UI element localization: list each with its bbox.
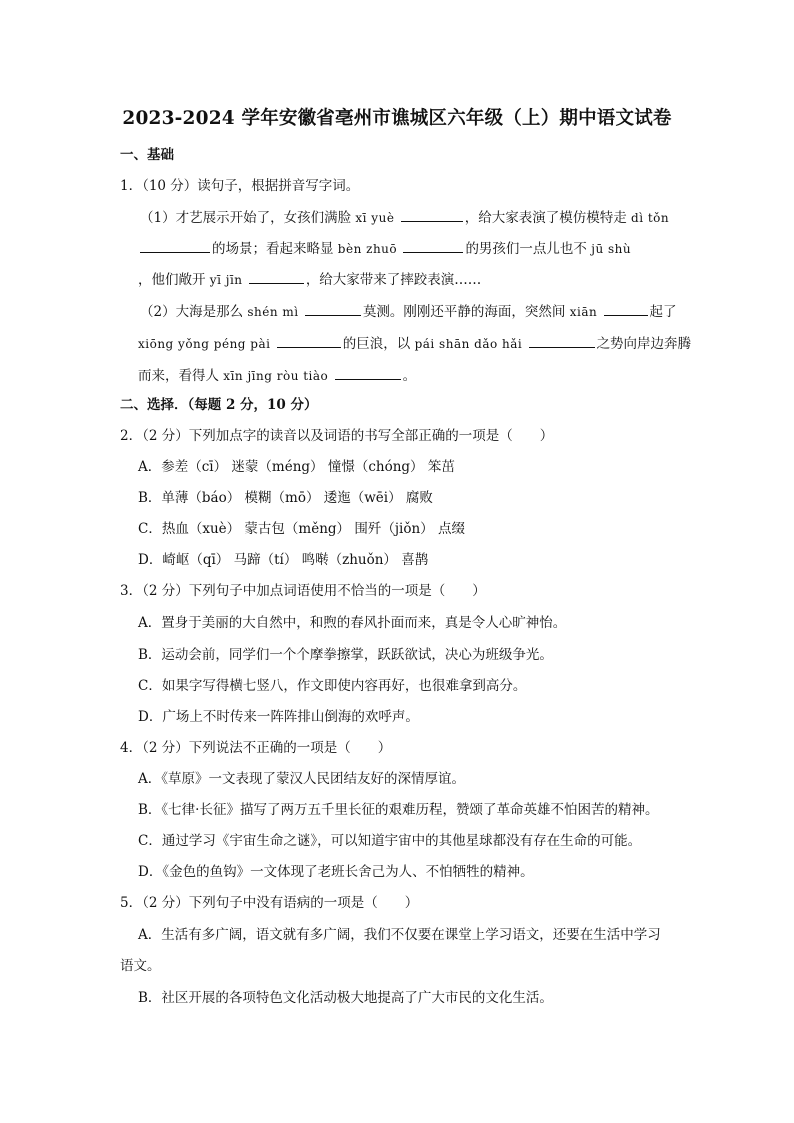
question-1-part2-line1 [140,302,677,321]
question-5-option-a-continued: 语文。 [120,958,161,974]
question-3-stem: 3．（2 分）下列句子中加点词语使用不恰当的一项是（ ） [120,583,486,599]
pinyin-prompt: shén mì [247,305,299,319]
pinyin-prompt: xiōng yǒng péng pài [138,337,271,351]
pinyin-prompt: bèn zhuō [337,242,398,256]
question-2-stem: 2．（2 分）下列加点字的读音以及词语的书写全部正确的一项是（ ） [120,428,554,444]
text-segment: 莫测。刚刚还平静的海面，突然间 [362,304,566,320]
question-1-stem: 1．（10 分）读句子，根据拼音写字词。 [120,178,360,194]
question-3-option-c[interactable]: C．如果字写得横七竖八，作文即使内容再好，也很难拿到高分。 [138,678,527,694]
question-2-option-a[interactable]: A．参差（cī） 迷蒙（méng） 憧憬（chóng） 笨茁 [138,459,455,475]
answer-blank[interactable] [140,239,210,253]
answer-blank[interactable] [305,302,361,316]
question-5-option-b[interactable]: B．社区开展的各项特色文化活动极大地提高了广大市民的文化生活。 [138,990,553,1006]
text-segment: 的巨浪，以 [342,336,411,352]
answer-blank[interactable] [529,334,595,348]
answer-blank[interactable] [249,270,304,284]
text-segment: 。 [402,368,417,384]
answer-blank[interactable] [403,239,463,253]
answer-blank[interactable] [335,366,401,380]
text-segment: （2）大海是那么 [140,304,244,320]
pinyin-prompt: dì tǒn [631,211,670,225]
question-4-option-c[interactable]: C．通过学习《宇宙生命之谜》，可以知道宇宙中的其他星球都没有存在生命的可能。 [138,833,642,849]
question-3-option-a[interactable]: A．置身于美丽的大自然中，和煦的春风扑面而来，真是令人心旷神怡。 [138,615,567,631]
text-segment: 之势向岸边奔腾 [596,336,692,352]
section-heading-basics: 一、基础 [120,147,174,163]
question-2-option-d[interactable]: D．崎岖（qī） 马蹄（tí） 鸣啭（zhuǒn） 喜鹊 [138,552,429,568]
pinyin-prompt: jū shù [591,242,632,256]
text-segment: 而来，看得人 [138,368,219,384]
text-segment: 的场景；看起来略显 [212,241,334,257]
question-1-part1-line2 [138,239,631,258]
question-1-part2-line2 [138,334,691,353]
pinyin-prompt: xiān [569,305,598,319]
question-4-option-b[interactable]: B．《七律·长征》描写了两万五千里长征的艰难历程，赞颂了革命英雄不怕困苦的精神。 [138,802,659,818]
pinyin-prompt: xī yuè [355,211,395,225]
answer-blank[interactable] [277,334,341,348]
question-1-part1-line3 [138,270,481,289]
text-segment: ，他们敞开 [138,272,206,288]
answer-blank[interactable] [604,302,648,316]
question-1-part1-line1 [140,208,669,227]
question-3-option-d[interactable]: D．广场上不时传来一阵阵排山倒海的欢呼声。 [138,709,419,725]
text-segment: （1）才艺展示开始了，女孩们满脸 [140,210,352,226]
text-segment: 起了 [649,304,677,320]
question-4-stem: 4．（2 分）下列说法不正确的一项是（ ） [120,740,392,756]
page-title: 2023-2024 学年安徽省亳州市谯城区六年级（上）期中语文试卷 [122,108,672,129]
question-4-option-a[interactable]: A．《草原》一文表现了蒙汉人民团结友好的深情厚谊。 [138,771,465,787]
question-5-option-a[interactable]: A．生活有多广阔，语文就有多广阔，我们不仅要在课堂上学习语文，还要在生活中学习 [138,927,661,943]
question-5-stem: 5．（2 分）下列句子中没有语病的一项是（ ） [120,895,419,911]
pinyin-prompt: pái shān dǎo hǎi [414,337,523,351]
question-1-part2-line3 [138,366,416,385]
section-heading-choice: 二、选择．（每题 2 分，10 分） [120,397,318,413]
text-segment: 的男孩们一点儿也不 [465,241,587,257]
answer-blank[interactable] [401,208,463,222]
question-2-option-c[interactable]: C．热血（xuè） 蒙古包（měng） 围歼（jiǒn） 点缀 [138,521,465,537]
pinyin-prompt: yī jīn [209,273,243,287]
question-4-option-d[interactable]: D．《金色的鱼钩》一文体现了老班长舍己为人、不怕牺牲的精神。 [138,864,534,880]
question-3-option-b[interactable]: B．运动会前，同学们一个个摩拳擦掌，跃跃欲试，决心为班级争光。 [138,647,553,663]
pinyin-prompt: xīn jīng ròu tiào [223,369,329,383]
text-segment: ，给大家表演了模仿模特走 [464,210,627,226]
text-segment: ，给大家带来了摔跤表演…… [305,272,482,288]
question-2-option-b[interactable]: B．单薄（báo） 模糊（mō） 逶迤（wēi） 腐败 [138,490,433,506]
